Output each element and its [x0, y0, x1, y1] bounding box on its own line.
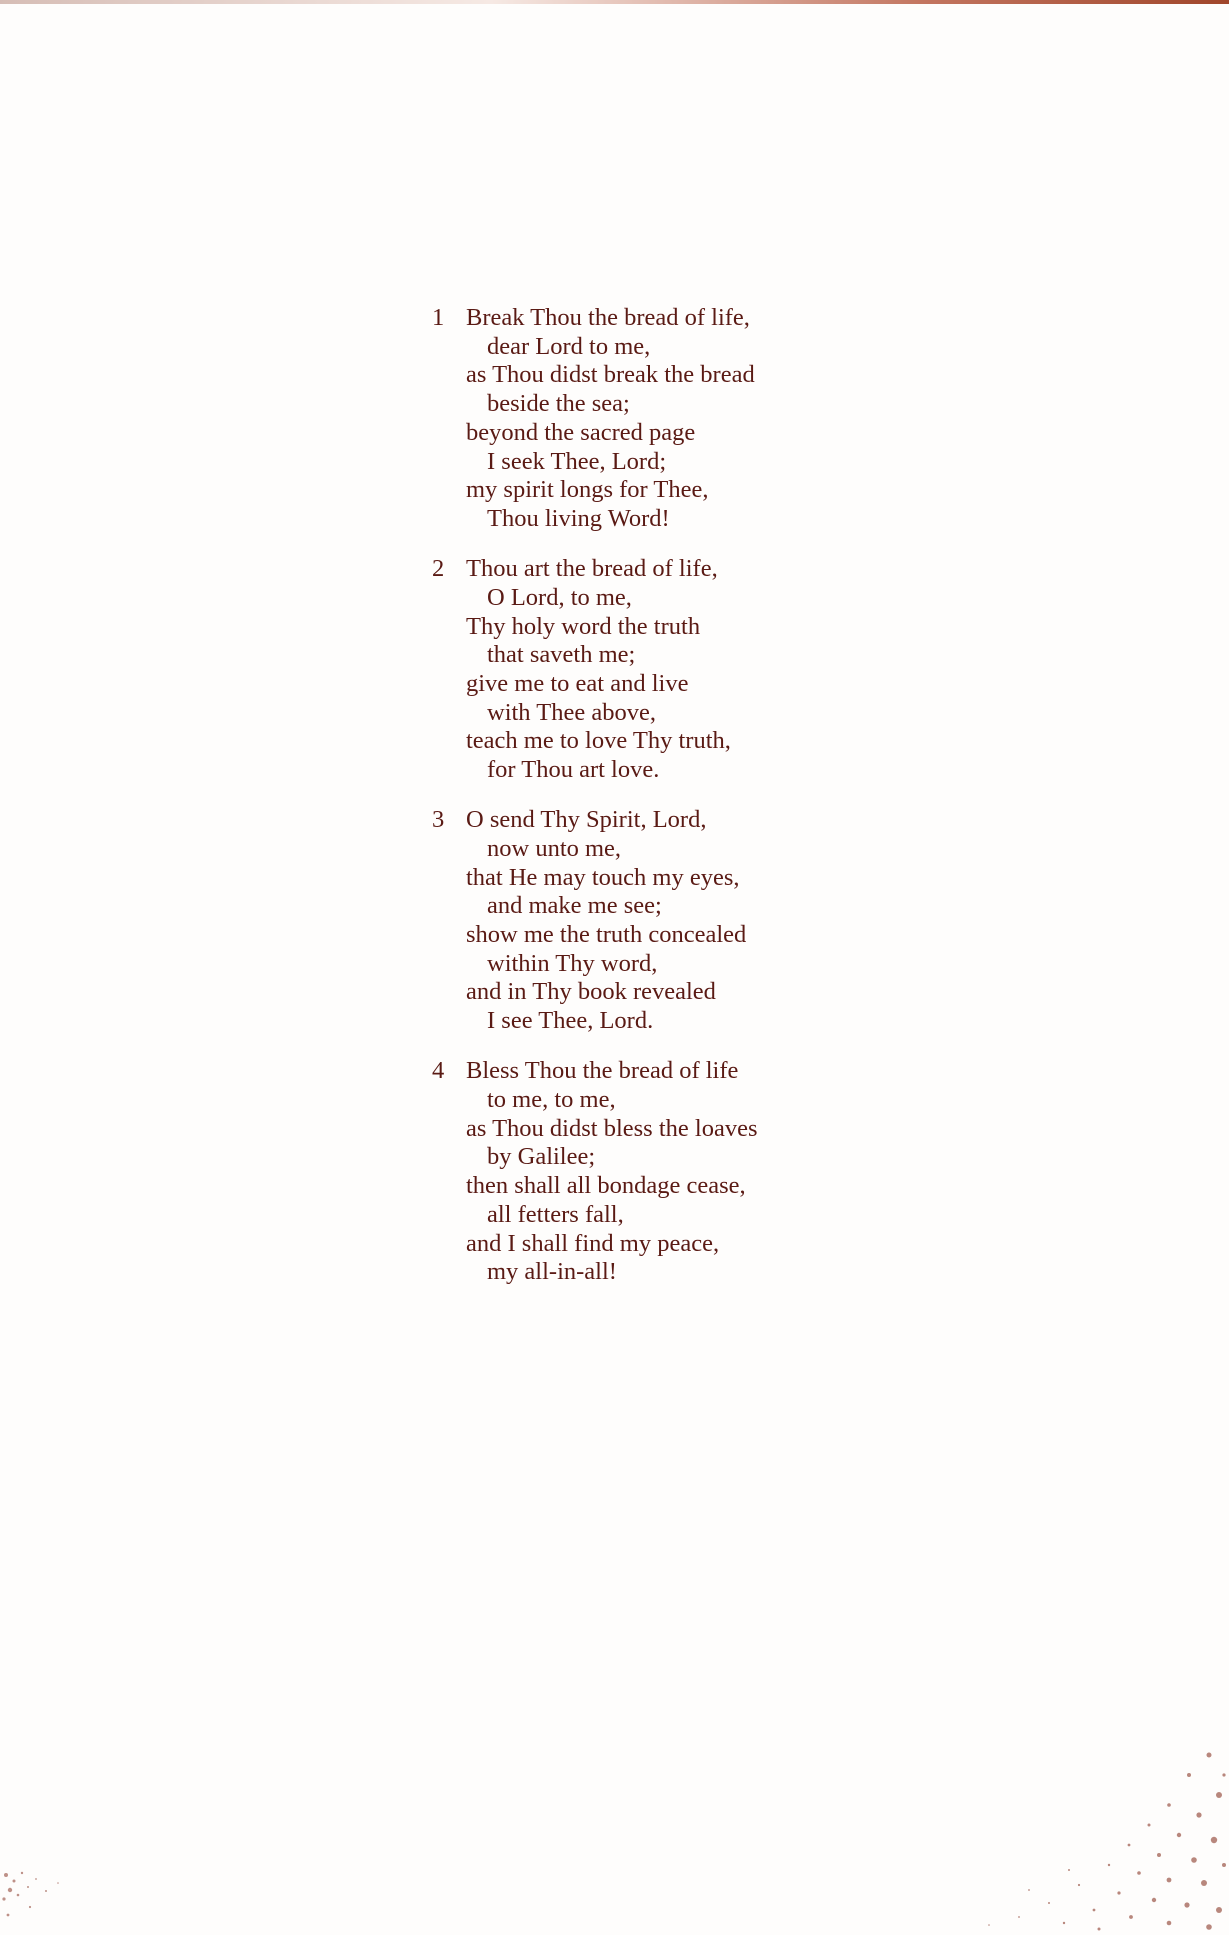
verse	[432, 806, 757, 1036]
verse-line: Thy holy word the truth	[466, 612, 701, 640]
verse-line: then shall all bondage cease,	[466, 1172, 746, 1200]
verse-line: beside the sea;	[487, 390, 630, 418]
page-top-edge	[0, 0, 1229, 4]
verse-line: O send Thy Spirit, Lord,	[466, 806, 707, 834]
verse-line: with Thee above,	[487, 698, 656, 726]
verse-line: and make me see;	[487, 892, 662, 920]
paper-speckle-left	[0, 1795, 120, 1935]
hymn-text	[432, 304, 757, 1309]
paper-speckle-right	[869, 1655, 1229, 1935]
verse	[432, 1057, 757, 1287]
verse-line: dear Lord to me,	[487, 332, 651, 360]
verse-line: my all-in-all!	[487, 1258, 617, 1286]
verse	[432, 555, 757, 785]
verse-line: Thou art the bread of life,	[466, 555, 718, 583]
verse-line: beyond the sacred page	[466, 418, 696, 446]
verse-line: Bless Thou the bread of life	[466, 1057, 739, 1085]
verse-line: and I shall find my peace,	[466, 1229, 720, 1257]
verse-number: 4	[432, 1057, 445, 1085]
verse-line: teach me to love Thy truth,	[466, 727, 731, 755]
verse-number: 3	[432, 806, 445, 834]
verse-line: as Thou didst break the bread	[466, 361, 755, 389]
verse-line: now unto me,	[487, 834, 622, 862]
verse-line: my spirit longs for Thee,	[466, 476, 709, 504]
verse-line: show me the truth concealed	[466, 921, 747, 949]
verse-line: for Thou art love.	[487, 756, 660, 784]
verse-line: Thou living Word!	[487, 504, 670, 532]
verse-line: by Galilee;	[487, 1143, 596, 1171]
verse-number: 2	[432, 555, 445, 583]
verse-line: Break Thou the bread of life,	[466, 304, 750, 331]
verse-line: that saveth me;	[487, 641, 636, 669]
verse-number: 1	[432, 304, 445, 331]
verse-line: and in Thy book revealed	[466, 978, 716, 1006]
verse-line: give me to eat and live	[466, 669, 689, 697]
verse-line: to me, to me,	[487, 1086, 616, 1114]
verse-line: that He may touch my eyes,	[466, 863, 740, 891]
verse	[432, 304, 757, 534]
verse-line: O Lord, to me,	[487, 583, 632, 611]
verse-line: as Thou didst bless the loaves	[466, 1114, 758, 1142]
verse-line: I see Thee, Lord.	[487, 1007, 654, 1035]
verse-line: all fetters fall,	[487, 1200, 624, 1228]
verse-line: within Thy word,	[487, 949, 658, 977]
verse-line: I seek Thee, Lord;	[487, 447, 667, 475]
